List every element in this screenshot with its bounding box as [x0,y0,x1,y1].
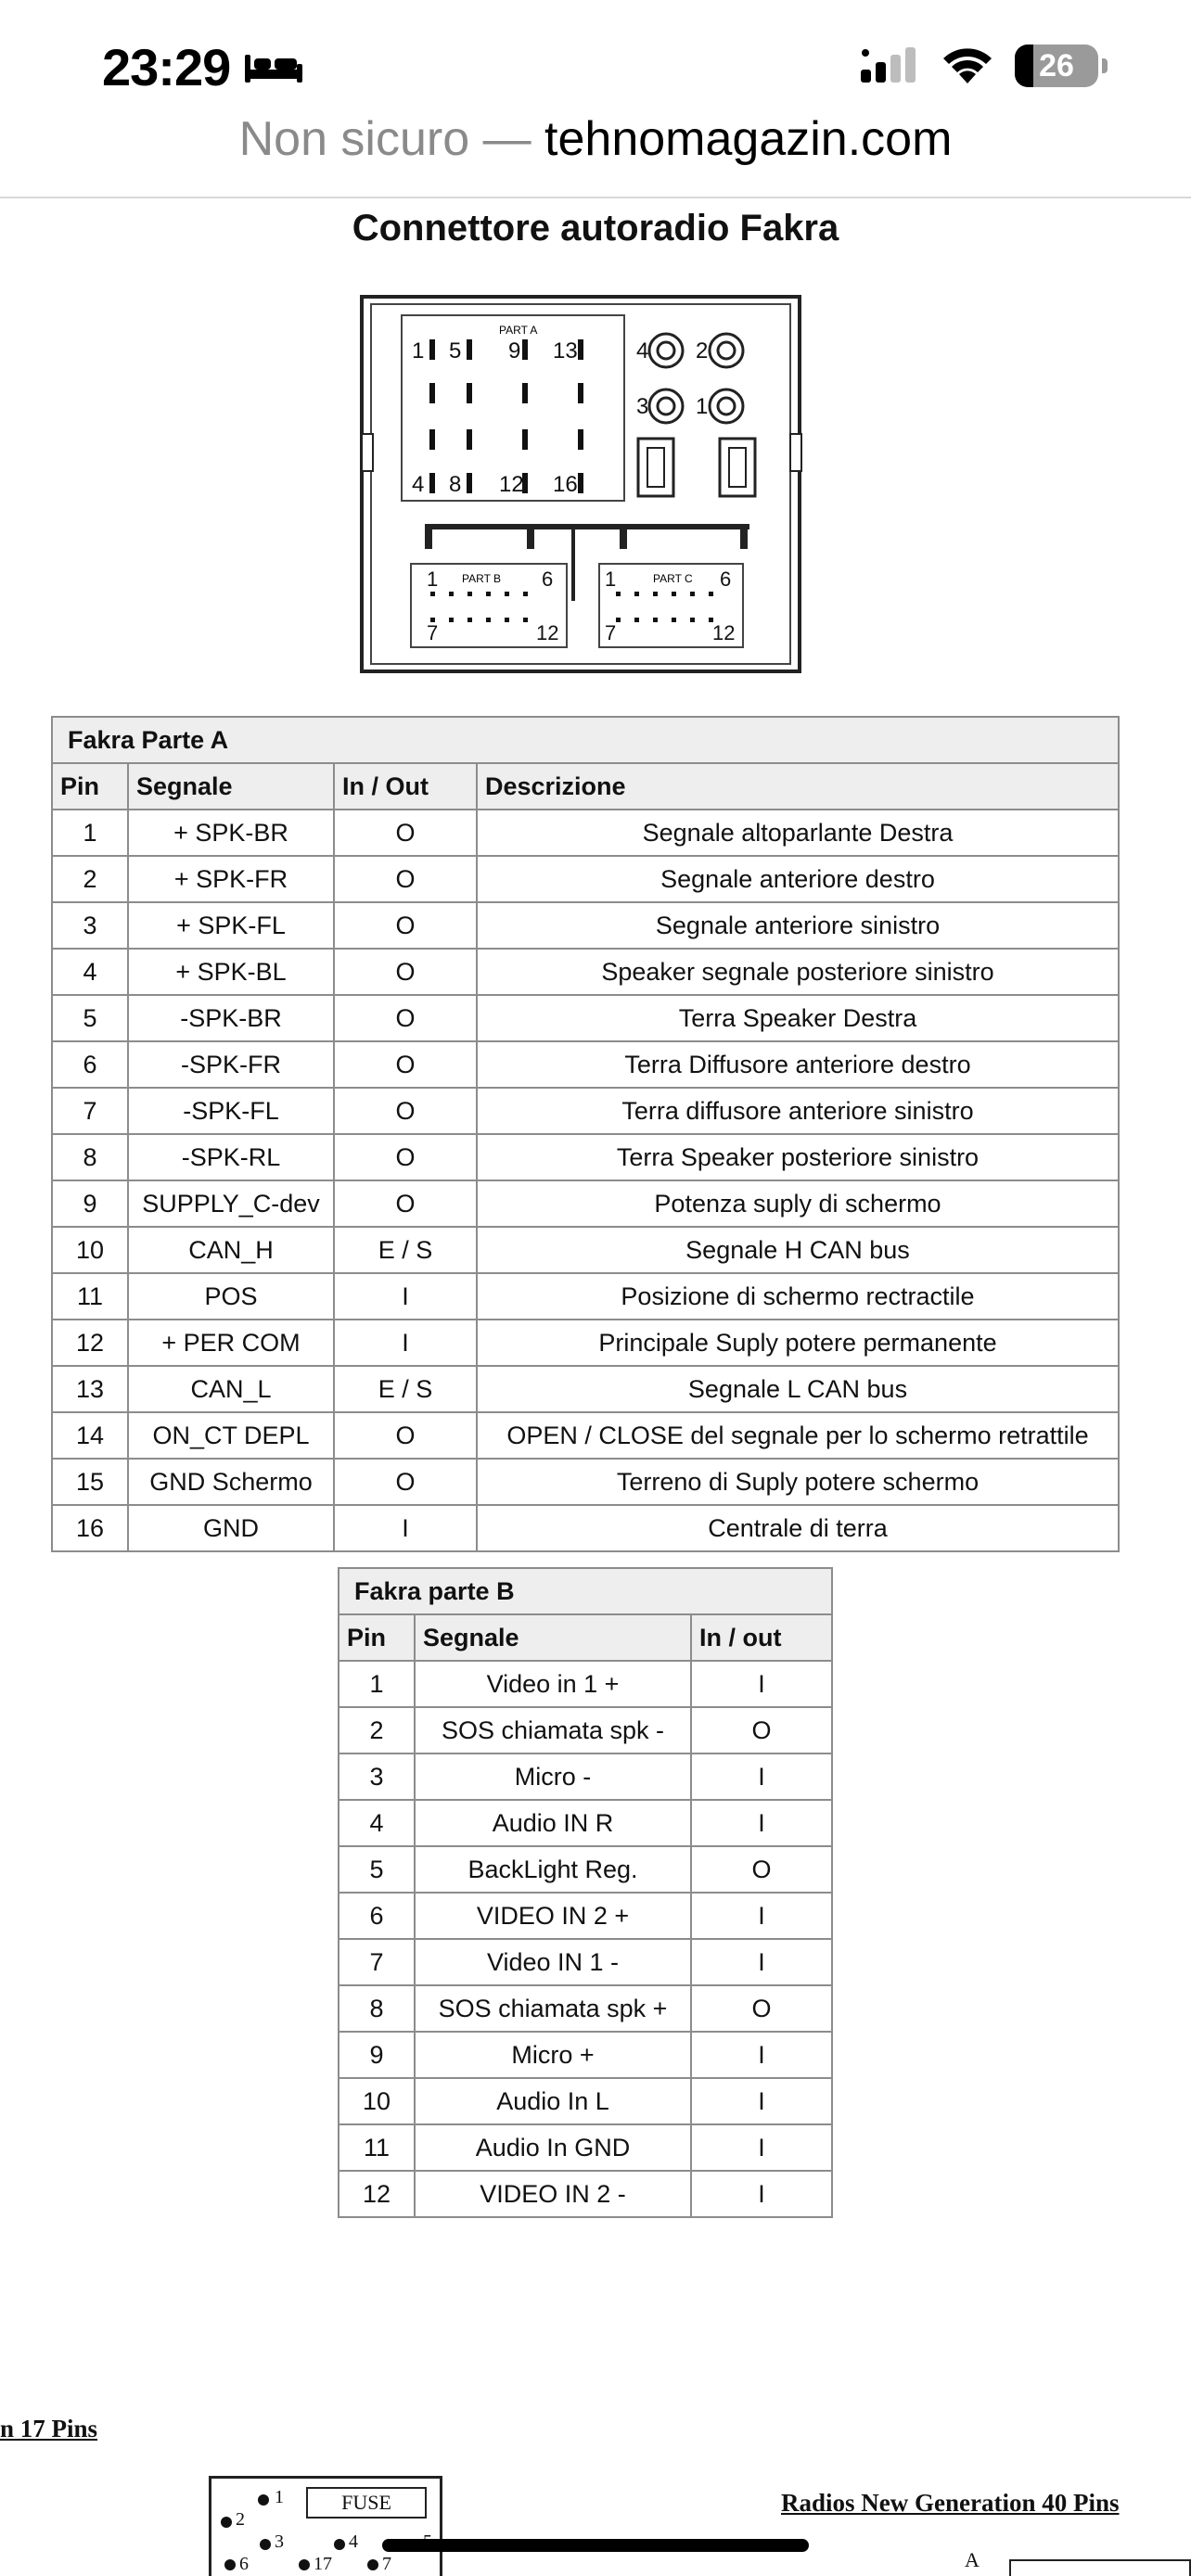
table-cell: 9 [52,1180,128,1227]
pin-label: 12 [499,472,524,497]
table-cell: Segnale H CAN bus [477,1227,1119,1273]
table-caption: Fakra Parte A [52,717,1119,763]
table-cell: Potenza suply di schermo [477,1180,1119,1227]
table-cell: BackLight Reg. [415,1846,691,1893]
table-cell: Posizione di schermo rectractile [477,1273,1119,1320]
table-cell: Principale Suply potere permanente [477,1320,1119,1366]
table-row [339,2124,832,2171]
status-icons [859,45,1098,87]
table-cell: -SPK-RL [128,1134,334,1180]
table-fakra-parte-b [338,1567,833,2218]
pin-dot [221,2517,232,2528]
table-cell: I [334,1320,477,1366]
column-header: Pin [52,763,128,810]
table-cell: VIDEO IN 2 - [415,2171,691,2217]
table-row [52,1134,1119,1180]
table-cell: I [691,1939,832,1985]
table-caption: Fakra parte B [339,1568,832,1614]
table-cell: GND Schermo [128,1459,334,1505]
table-cell: ON_CT DEPL [128,1412,334,1459]
table-cell: Terra Diffusore anteriore destro [477,1041,1119,1088]
table-row [339,1707,832,1753]
pin-number: 1 [275,2487,284,2507]
table-cell: + PER COM [128,1320,334,1366]
table-row [52,1227,1119,1273]
table-cell: 14 [52,1412,128,1459]
table-row [339,2032,832,2078]
table-row [52,1505,1119,1551]
pin-dot [299,2559,310,2570]
pin-label: 1 [412,338,425,363]
table-cell: I [334,1505,477,1551]
table-cell: I [691,2078,832,2124]
pin-label: 7 [605,621,617,644]
column-header: Segnale [415,1614,691,1661]
table-cell: 4 [339,1800,415,1846]
table-cell: 11 [339,2124,415,2171]
table-cell: 9 [339,2032,415,2078]
wifi-icon [941,46,994,85]
table-cell: Segnale altoparlante Destra [477,810,1119,856]
cellular-signal-icon [859,47,920,84]
home-indicator[interactable] [382,2539,809,2552]
pin-dot [334,2539,345,2550]
table-cell: Micro - [415,1753,691,1800]
table-cell: Terra diffusore anteriore sinistro [477,1088,1119,1134]
table-row [52,856,1119,902]
table-cell: 16 [52,1505,128,1551]
column-header: In / Out [334,763,477,810]
table-cell: O [334,995,477,1041]
table-cell: SOS chiamata spk - [415,1707,691,1753]
table-cell: 10 [52,1227,128,1273]
table-cell: 11 [52,1273,128,1320]
corner-letter: A [965,2548,980,2571]
pin-dot [367,2559,378,2570]
table-cell: OPEN / CLOSE del segnale per lo schermo retrattile [477,1412,1119,1459]
pin-label: 12 [536,621,559,644]
table-cell: 8 [52,1134,128,1180]
table-cell: 15 [52,1459,128,1505]
pin-label: 7 [427,621,439,644]
table-cell: 6 [52,1041,128,1088]
table-cell: O [691,1846,832,1893]
table-cell: 4 [52,949,128,995]
battery-icon [1015,45,1098,87]
table-cell: I [691,2124,832,2171]
table-cell: 10 [339,2078,415,2124]
table-cell: I [691,1800,832,1846]
part-b-label: PART B [462,572,502,585]
figure-label-17-pins: n 17 Pins [0,2415,98,2442]
table-cell: 5 [339,1846,415,1893]
bed-icon [243,51,304,84]
table-cell: Segnale anteriore destro [477,856,1119,902]
table-cell: 7 [52,1088,128,1134]
table-cell: + SPK-FL [128,902,334,949]
table-cell: 6 [339,1893,415,1939]
table-row [339,1846,832,1893]
table-cell: POS [128,1273,334,1320]
coax-pin-label: 3 [636,394,649,419]
pin-label: 1 [605,567,617,591]
table-row [52,1366,1119,1412]
divider [0,197,1191,198]
table-cell: Segnale anteriore sinistro [477,902,1119,949]
table-cell: + SPK-FR [128,856,334,902]
table-row [52,810,1119,856]
table-cell: CAN_H [128,1227,334,1273]
table-cell: + SPK-BL [128,949,334,995]
table-row [52,1180,1119,1227]
table-cell: O [334,1412,477,1459]
table-cell: E / S [334,1366,477,1412]
pin-number: 3 [275,2531,284,2552]
table-cell: I [691,2032,832,2078]
pin-label: 1 [427,567,439,591]
column-header: Descrizione [477,763,1119,810]
table-row [339,2171,832,2217]
column-header: Segnale [128,763,334,810]
table-cell: -SPK-FR [128,1041,334,1088]
pin-number: 2 [236,2509,245,2530]
table-cell: Video IN 1 - [415,1939,691,1985]
table-row [52,1459,1119,1505]
table-cell: I [691,1661,832,1707]
pin-dot [258,2494,269,2506]
table-row [52,1320,1119,1366]
column-header: In / out [691,1614,832,1661]
table-cell: 3 [52,902,128,949]
table-row [339,2078,832,2124]
part-c-label: PART C [653,572,693,585]
table-cell: -SPK-BR [128,995,334,1041]
pin-label: 13 [553,338,578,363]
table-cell: O [334,1041,477,1088]
table-row [52,995,1119,1041]
table-row [52,949,1119,995]
table-cell: O [334,856,477,902]
battery-level: 26 [1039,47,1074,83]
table-cell: + SPK-BR [128,810,334,856]
table-cell: O [691,1707,832,1753]
table-cell: Audio In L [415,2078,691,2124]
table-cell: Terreno di Suply potere schermo [477,1459,1119,1505]
table-cell: Audio IN R [415,1800,691,1846]
table-cell: 1 [339,1661,415,1707]
status-bar [0,0,1191,121]
pin-label: 12 [712,621,736,644]
pin-label: 4 [412,472,425,497]
table-cell: O [691,1985,832,2032]
table-cell: CAN_L [128,1366,334,1412]
table-cell: O [334,1134,477,1180]
column-header: Pin [339,1614,415,1661]
pin-label: 5 [449,338,462,363]
page-title: Connettore autoradio Fakra [352,208,839,249]
table-cell: SUPPLY_C-dev [128,1180,334,1227]
table-row [339,1985,832,2032]
table-row [52,1412,1119,1459]
table-cell: -SPK-FL [128,1088,334,1134]
pin-number: 7 [382,2554,391,2574]
table-cell: Speaker segnale posteriore sinistro [477,949,1119,995]
table-cell: 12 [339,2171,415,2217]
pin-label: 9 [508,338,521,363]
table-cell: 3 [339,1753,415,1800]
table-cell: 8 [339,1985,415,2032]
table-cell: SOS chiamata spk + [415,1985,691,2032]
table-cell: Audio In GND [415,2124,691,2171]
clock-text: 23:29 [102,38,231,96]
table-cell: 2 [52,856,128,902]
pin-number: 4 [349,2531,358,2552]
table-cell: 1 [52,810,128,856]
table-cell: I [691,2171,832,2217]
table-row [52,1088,1119,1134]
part-a-label: PART A [499,324,538,337]
table-row [339,1661,832,1707]
table-row [52,902,1119,949]
table-cell: O [334,1459,477,1505]
table-cell: 12 [52,1320,128,1366]
table-cell: I [691,1893,832,1939]
pin-label: 16 [553,472,578,497]
coax-pin-label: 2 [696,338,709,363]
table-cell: O [334,902,477,949]
coax-pin-label: 1 [696,394,709,419]
table-row [52,1041,1119,1088]
domain-text: tehnomagazin.com [544,112,953,166]
table-cell: O [334,949,477,995]
not-secure-label: Non sicuro — [238,112,531,166]
pin-number: 6 [239,2554,249,2574]
table-row [339,1800,832,1846]
pin-label: 8 [449,472,462,497]
coax-pin-label: 4 [636,338,649,363]
fuse-label: FUSE [306,2487,427,2519]
pin-number: 17 [314,2554,332,2574]
table-cell: 2 [339,1707,415,1753]
table-row [339,1893,832,1939]
table-cell: O [334,810,477,856]
connector-40-pins-figure [1009,2559,1191,2576]
table-cell: Segnale L CAN bus [477,1366,1119,1412]
table-cell: O [334,1180,477,1227]
table-row [339,1939,832,1985]
table-cell: O [334,1088,477,1134]
table-cell: Terra Speaker Destra [477,995,1119,1041]
address-bar[interactable] [0,111,1191,167]
pin-dot [260,2539,271,2550]
table-cell: Terra Speaker posteriore sinistro [477,1134,1119,1180]
table-cell: 7 [339,1939,415,1985]
table-fakra-parte-a [51,716,1120,1552]
connector-diagram [360,295,803,675]
table-cell: I [691,1753,832,1800]
table-cell: 5 [52,995,128,1041]
table-cell: VIDEO IN 2 + [415,1893,691,1939]
pin-dot [224,2559,236,2570]
table-cell: Video in 1 + [415,1661,691,1707]
table-row [52,1273,1119,1320]
table-row [339,1753,832,1800]
pin-label: 6 [720,567,732,591]
status-time [102,37,304,97]
table-cell: I [334,1273,477,1320]
figure-label-40-pins: Radios New Generation 40 Pins [781,2489,1120,2517]
pin-label: 6 [542,567,554,591]
table-cell: E / S [334,1227,477,1273]
table-cell: Micro + [415,2032,691,2078]
table-cell: Centrale di terra [477,1505,1119,1551]
table-cell: 13 [52,1366,128,1412]
table-cell: GND [128,1505,334,1551]
